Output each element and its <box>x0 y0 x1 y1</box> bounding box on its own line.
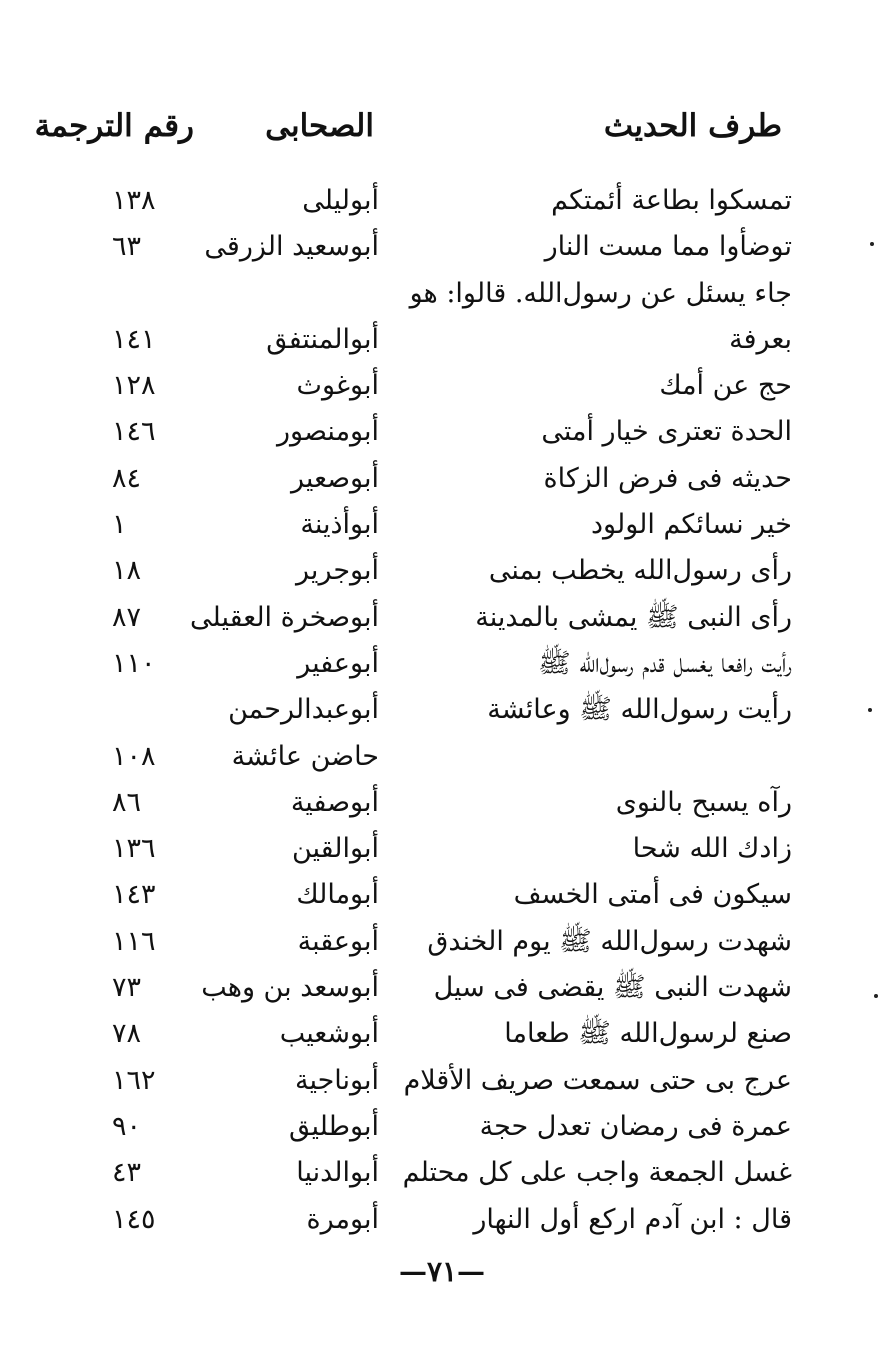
column-header-sahabi: الصحابى <box>265 108 374 144</box>
hadith-text: رأيت رافعا يغسل قدم رسول‌الله ﷺ <box>538 647 792 679</box>
scan-speck <box>868 708 872 712</box>
hadith-text: بعرفة <box>729 323 792 355</box>
hadith-text: توضأوا مما مست النار <box>544 231 792 263</box>
biography-number: ١٣٦ <box>112 833 156 865</box>
sahabi-name: أبوعقبة <box>297 925 379 957</box>
biography-number: ١٤٥ <box>112 1203 156 1235</box>
column-header-hadith: طرف الحديث <box>603 108 782 144</box>
biography-number: ١١٠ <box>112 647 156 679</box>
table-row <box>0 1104 884 1150</box>
table-row <box>0 826 884 872</box>
table-row <box>0 409 884 455</box>
sahabi-name: أبوالمنتفق <box>266 323 379 355</box>
sahabi-name: أبوصخرة العقيلى <box>190 601 379 633</box>
sahabi-name: أبوناجية <box>294 1064 379 1096</box>
sahabi-name: أبومنصور <box>277 416 379 448</box>
table-row <box>0 1197 884 1243</box>
hadith-text: حج عن أمك <box>659 370 792 402</box>
table-row <box>0 363 884 409</box>
sahabi-name: أبوطليق <box>288 1110 379 1142</box>
scan-speck <box>874 994 878 998</box>
hadith-text: عمرة فى رمضان تعدل حجة <box>479 1110 792 1142</box>
hadith-text: شهدت رسول‌الله ﷺ يوم الخندق <box>427 925 792 957</box>
sahabi-name: أبوغوث <box>296 370 379 402</box>
sahabi-name: أبوعفير <box>297 647 379 679</box>
biography-number: ٦٣ <box>112 231 142 263</box>
table-row <box>0 502 884 548</box>
biography-number: ٤٣ <box>112 1157 142 1189</box>
table-row <box>0 456 884 502</box>
table-row <box>0 687 884 733</box>
table-row <box>0 317 884 363</box>
sahabi-name: أبوصعير <box>291 462 379 494</box>
table-row <box>0 271 884 317</box>
biography-number: ١٢٨ <box>112 370 156 402</box>
scan-speck <box>870 242 874 246</box>
biography-number: ٨٧ <box>112 601 142 633</box>
hadith-text: سيكون فى أمتى الخسف <box>513 879 792 911</box>
sahabi-name: أبوسعد بن وهب <box>201 972 379 1004</box>
sahabi-name: أبوليلى <box>302 185 379 216</box>
table-row <box>0 780 884 826</box>
sahabi-name: أبوعبدالرحمن <box>228 694 379 726</box>
biography-number: ٩٠ <box>112 1110 142 1142</box>
hadith-text: شهدت النبى ﷺ يقضى فى سيل <box>433 972 792 1004</box>
biography-number: ١٤٣ <box>112 879 156 911</box>
hadith-text: رأيت رسول‌الله ﷺ وعائشة <box>487 694 792 726</box>
biography-number: ٨٤ <box>112 462 142 494</box>
sahabi-name: أبوصفية <box>290 786 379 818</box>
table-row <box>0 641 884 687</box>
hadith-text: رآه يسبح بالنوى <box>615 786 792 818</box>
table-row <box>0 734 884 780</box>
sahabi-name: أبوأذينة <box>300 509 379 541</box>
table-row <box>0 178 884 224</box>
sahabi-name: أبوالقين <box>291 833 379 865</box>
sahabi-name: أبومالك <box>296 879 379 911</box>
biography-number: ٧٨ <box>112 1018 142 1050</box>
table-row <box>0 1150 884 1196</box>
sahabi-name: أبومرة <box>306 1203 379 1235</box>
hadith-text: رأى النبى ﷺ يمشى بالمدينة <box>475 601 792 633</box>
table-row <box>0 965 884 1011</box>
hadith-text: غسل الجمعة واجب على كل محتلم <box>402 1157 792 1189</box>
hadith-text: جاء يسئل عن رسول‌الله. قالوا: هو <box>409 277 792 309</box>
hadith-text: تمسكوا بطاعة أئمتكم <box>551 185 792 216</box>
hadith-text: الحدة تعترى خيار أمتى <box>541 416 792 448</box>
biography-number: ١٨ <box>112 555 142 587</box>
biography-number: ٧٣ <box>112 972 142 1004</box>
biography-number: ١ <box>112 509 127 541</box>
sahabi-name: حاضن عائشة <box>231 740 379 772</box>
hadith-text: قال : ابن آدم اركع أول النهار <box>473 1203 792 1235</box>
sahabi-name: أبوشعيب <box>279 1018 379 1050</box>
table-row <box>0 595 884 641</box>
index-table <box>0 178 884 1243</box>
sahabi-name: أبوسعيد الزرقى <box>204 231 379 263</box>
table-row <box>0 548 884 594</box>
biography-number: ١٤١ <box>112 323 156 355</box>
biography-number: ١٦٢ <box>112 1064 156 1096</box>
table-row <box>0 919 884 965</box>
hadith-text: خير نسائكم الولود <box>591 509 792 541</box>
hadith-text: صنع لرسول‌الله ﷺ طعاما <box>504 1018 792 1050</box>
table-row <box>0 1058 884 1104</box>
table-row <box>0 1011 884 1057</box>
biography-number: ١٠٨ <box>112 740 156 772</box>
table-row <box>0 224 884 270</box>
sahabi-name: أبوجرير <box>296 555 379 587</box>
hadith-text: حديثه فى فرض الزكاة <box>543 462 792 494</box>
hadith-text: رأى رسول‌الله يخطب بمنى <box>488 555 792 587</box>
sahabi-name: أبوالدنيا <box>296 1157 379 1189</box>
biography-number: ٨٦ <box>112 786 142 818</box>
biography-number: ١٣٨ <box>112 185 156 216</box>
biography-number: ١٤٦ <box>112 416 156 448</box>
biography-number: ١١٦ <box>112 925 156 957</box>
page-number: —٧١— <box>398 1255 486 1288</box>
hadith-text: عرج بى حتى سمعت صريف الأقلام <box>403 1064 792 1096</box>
column-header-number: رقم الترجمة <box>34 108 194 144</box>
hadith-text: زادك الله شحا <box>632 833 792 865</box>
table-row <box>0 872 884 918</box>
